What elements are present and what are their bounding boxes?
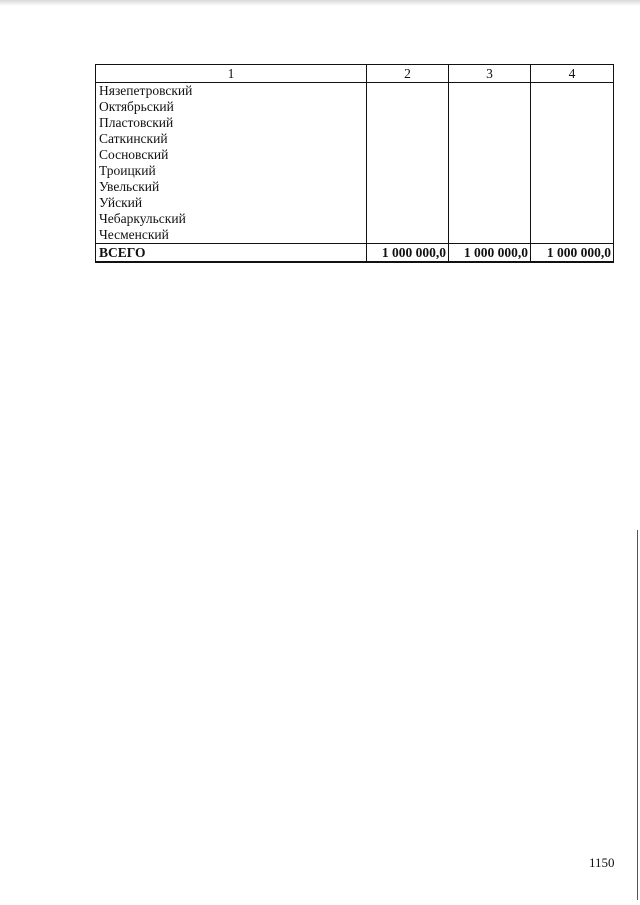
header-row [96,65,614,83]
page-number: 1150 [589,855,615,870]
district-name: Увельский [99,179,160,194]
district-name: Нязепетровский [99,83,193,98]
column-header-3: 3 [449,65,531,83]
district-name: Пластовский [99,115,174,130]
empty-cell-col-2 [367,83,449,244]
district-name: Троицкий [99,163,156,178]
district-name: Сосновский [99,147,169,162]
district-name: Октябрьский [99,99,174,114]
total-value-col-3: 1 000 000,0 [449,244,531,263]
empty-cell-col-3 [449,83,531,244]
column-header-2: 2 [367,65,449,83]
empty-cell-col-4 [531,83,614,244]
district-name: Чебаркульский [99,211,186,226]
districts-row [96,83,614,244]
scan-page-edge [637,530,638,900]
district-name: Уйский [99,195,143,210]
column-header-1: 1 [96,65,367,83]
total-value-col-4: 1 000 000,0 [531,244,614,263]
total-label: ВСЕГО [96,244,367,263]
district-name: Чесменский [99,227,169,242]
district-names-cell [96,83,367,244]
total-value-col-2: 1 000 000,0 [367,244,449,263]
district-name: Саткинский [99,131,168,146]
column-header-4: 4 [531,65,614,83]
scan-top-shadow [0,0,640,6]
total-row [96,244,614,263]
budget-table [95,64,614,263]
